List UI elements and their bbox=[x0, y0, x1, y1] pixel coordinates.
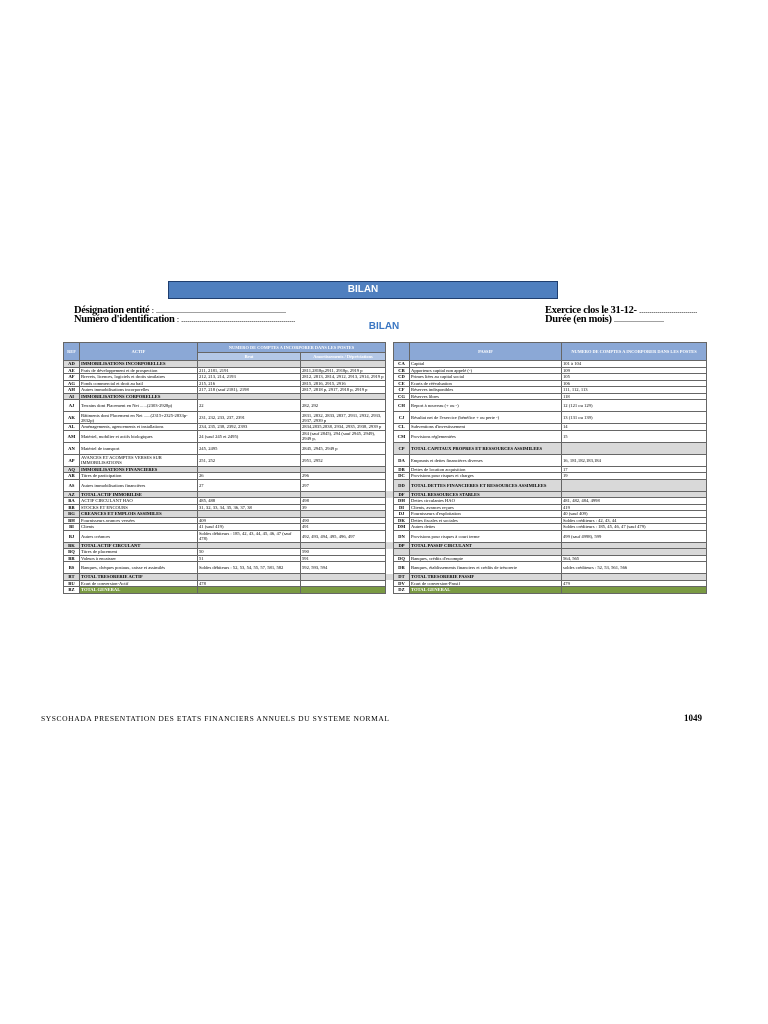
gap-cell bbox=[386, 587, 394, 594]
passif-cell: Provisions pour risques à court terme bbox=[410, 530, 562, 542]
amort-cell: 2812, 2813, 2814, 2912, 2913, 2914, 2919 p bbox=[302, 374, 384, 380]
ref2-cell: DD bbox=[394, 479, 410, 491]
ref2-cell: CD bbox=[394, 374, 410, 381]
actif-cell: Matériel, mobilier et actifs biologiques bbox=[80, 430, 198, 442]
actif-cell: AVANCES ET ACOMPTES VERSES SUR IMMOBILISATIONS bbox=[80, 454, 198, 466]
col-actif: ACTIF bbox=[80, 343, 198, 361]
passif-cell: Réserves indisponibles bbox=[410, 387, 562, 394]
passif-accounts-cell: 106 bbox=[562, 380, 707, 387]
passif-accounts-cell: 19 bbox=[562, 473, 707, 480]
ref2-cell: CJ bbox=[394, 412, 410, 424]
passif-accounts-cell: 111, 112, 113 bbox=[562, 387, 707, 394]
amort-cell bbox=[301, 587, 386, 594]
amort-cell: 490 bbox=[301, 517, 386, 524]
amort-cell: 2831, 2832, 2833, 2837, 2931, 2932, 2933, 2937, 2939 p bbox=[301, 412, 386, 424]
ref-cell: AJ bbox=[64, 400, 80, 412]
passif-accounts-cell: soldes créditeurs : 52, 53, 561, 566 bbox=[562, 562, 707, 574]
ref2-cell: CF bbox=[394, 387, 410, 394]
passif-cell: TOTAL GENERAL bbox=[410, 587, 562, 594]
ref-cell: AF bbox=[64, 374, 80, 381]
passif-cell: Banques, crédits d'escompte bbox=[410, 555, 562, 562]
passif-cell: Réserves libres bbox=[410, 393, 562, 400]
col-ref2 bbox=[394, 343, 410, 361]
passif-accounts-cell: 40 (sauf 409) bbox=[562, 511, 707, 518]
amort-cell: 282, 292 bbox=[301, 400, 386, 412]
passif-cell: Provisions réglementées bbox=[410, 430, 562, 442]
passif-accounts-cell: 481, 482, 484, 4998 bbox=[562, 498, 707, 505]
actif-cell: STOCKS ET ENCOURS bbox=[80, 504, 198, 511]
brut-cell: 217, 218 (sauf 2181), 2198 bbox=[198, 387, 301, 394]
passif-accounts-cell: 16, 181,182,183,184 bbox=[562, 454, 707, 466]
passif-accounts-cell: 564, 565 bbox=[562, 555, 707, 562]
brut-cell: 409 bbox=[198, 517, 301, 524]
ref2-cell: DJ bbox=[394, 511, 410, 518]
ref2-cell: DT bbox=[394, 574, 410, 581]
brut-cell: 51 bbox=[198, 555, 301, 562]
footer-title: SYSCOHADA PRESENTATION DES ETATS FINANCIERS ANNUELS DU SYSTEME NORMAL bbox=[41, 714, 390, 723]
ref-cell: AE bbox=[64, 367, 80, 374]
passif-cell: Provisions pour risques et charges bbox=[410, 473, 562, 480]
passif-accounts-cell: 13 (131 ou 139) bbox=[562, 412, 707, 424]
actif-cell: Clients bbox=[80, 524, 198, 531]
brut-cell: 22 bbox=[198, 400, 301, 412]
passif-cell: Report à nouveau (+ ou -) bbox=[410, 400, 562, 412]
ref-cell: BT bbox=[64, 574, 80, 581]
actif-cell: Frais de développement et de prospection bbox=[80, 367, 198, 374]
passif-accounts-cell: 419 bbox=[562, 504, 707, 511]
passif-accounts-cell: 105 bbox=[562, 374, 707, 381]
ref2-cell: CM bbox=[394, 430, 410, 442]
ref-cell: AR bbox=[64, 473, 80, 480]
ref2-cell: CP bbox=[394, 442, 410, 454]
actif-cell: TOTAL ACTIF IMMOBILISE bbox=[80, 491, 198, 498]
passif-accounts-cell: 15 bbox=[562, 430, 707, 442]
ref-cell: AZ bbox=[64, 491, 80, 498]
ref-cell: BG bbox=[64, 511, 80, 518]
passif-accounts-cell: 479 bbox=[562, 580, 707, 587]
passif-cell: Fournisseurs d'exploitation bbox=[410, 511, 562, 518]
ref-cell: AI bbox=[64, 393, 80, 400]
gap-cell bbox=[386, 400, 394, 412]
ref-cell: BZ bbox=[64, 587, 80, 594]
gap-cell bbox=[386, 562, 394, 574]
ref2-cell: DV bbox=[394, 580, 410, 587]
ref-cell: AD bbox=[64, 361, 80, 368]
actif-cell: Aménagements, agencements et installations bbox=[80, 424, 198, 431]
col-accounts-passif: NUMERO DE COMPTES A INCORPORER DANS LES POSTES bbox=[562, 343, 707, 361]
passif-cell: TOTAL RESSOURCES STABLES bbox=[410, 491, 562, 498]
ref-cell: AH bbox=[64, 387, 80, 394]
ref-cell: AK bbox=[64, 412, 80, 424]
ref-cell: BQ bbox=[64, 549, 80, 556]
amort-cell: 498 bbox=[301, 498, 386, 505]
table-row bbox=[64, 479, 707, 491]
duration-label: Durée (en mois) bbox=[545, 314, 612, 325]
passif-cell: Autres dettes bbox=[410, 524, 562, 531]
passif-cell: TOTAL PASSIF CIRCULANT bbox=[410, 542, 562, 549]
actif-cell: Ecart de conversion-Actif bbox=[80, 580, 198, 587]
passif-cell: Capital bbox=[410, 361, 562, 368]
ref2-cell: CH bbox=[394, 400, 410, 412]
passif-cell: Dettes de location acquisition bbox=[410, 466, 562, 473]
col-accounts: NUMERO DE COMPTES A INCORPORER DANS LES POSTES bbox=[198, 343, 386, 353]
gap-cell bbox=[386, 430, 394, 442]
ref-cell: AQ bbox=[64, 466, 80, 473]
ref2-cell: DA bbox=[394, 454, 410, 466]
amort-cell: 2834,2835,2838, 2934, 2935, 2938, 2939 p bbox=[301, 424, 386, 431]
ref-cell: BK bbox=[64, 542, 80, 549]
ref-cell: BU bbox=[64, 580, 80, 587]
ref-cell: AS bbox=[64, 479, 80, 491]
amort-cell: 284 (sauf 2845), 294 (sauf 2945, 2949), 2949 p, bbox=[301, 430, 386, 442]
ref2-cell: DH bbox=[394, 498, 410, 505]
passif-cell: TOTAL CAPITAUX PROPRES ET RESSOURCES ASSIMILEES bbox=[410, 442, 562, 454]
gap-cell bbox=[386, 530, 394, 542]
table-row bbox=[64, 587, 707, 594]
identification-dots: : ......................................................... bbox=[176, 315, 296, 324]
actif-cell: Brevets, licences, logiciels et droits similaires bbox=[80, 374, 198, 381]
passif-cell: Banques, établissements financiers et crédits de trésorerie bbox=[410, 562, 562, 574]
ref-cell: BJ bbox=[64, 530, 80, 542]
passif-cell: Clients, avances reçues bbox=[410, 504, 562, 511]
ref2-cell: DQ bbox=[394, 555, 410, 562]
actif-cell: Fonds commercial et droit au bail bbox=[80, 380, 198, 387]
gap-cell bbox=[386, 412, 394, 424]
actif-cell: Valeurs à encaisser bbox=[80, 555, 198, 562]
ref2-cell: DC bbox=[394, 473, 410, 480]
amort-cell: 591 bbox=[301, 555, 386, 562]
amort-cell: 2951, 2952 bbox=[301, 454, 386, 466]
passif-cell: Ecarts de réévaluation bbox=[410, 380, 562, 387]
actif-cell: IMMOBILISATIONS FINANCIERES bbox=[80, 466, 198, 473]
passif-cell: Primes liées au capital social bbox=[410, 374, 562, 381]
exercise-dots: ............................. bbox=[639, 306, 698, 315]
passif-accounts-cell: 109 bbox=[562, 367, 707, 374]
passif-accounts-cell bbox=[562, 587, 707, 594]
brut-cell: 211, 2181, 2191 bbox=[198, 367, 301, 374]
actif-cell: Bâtiments dont Placement en Net ......(2315+2325-2833p-2832p) bbox=[80, 412, 198, 424]
table-row bbox=[64, 530, 707, 542]
brut-cell: 31, 32, 33, 34, 35, 36, 37, 38 bbox=[198, 504, 301, 511]
actif-cell: Banques, chèques postaux, caisse et assimilés bbox=[80, 562, 198, 574]
passif-cell: Résultat net de l'exercice (bénéfice + ou perte -) bbox=[410, 412, 562, 424]
table-row bbox=[64, 400, 707, 412]
brut-cell: 26 bbox=[198, 473, 301, 480]
ref-cell: AG bbox=[64, 380, 80, 387]
gap-cell bbox=[386, 442, 394, 454]
actif-cell: Fournisseurs avances versées bbox=[80, 517, 198, 524]
amort-cell: 296 bbox=[301, 473, 386, 480]
gap-cell bbox=[386, 454, 394, 466]
ref-cell: BR bbox=[64, 555, 80, 562]
table-row bbox=[64, 442, 707, 454]
ref2-cell: DN bbox=[394, 530, 410, 542]
actif-cell: IMMOBILISATIONS INCORPORELLES bbox=[80, 361, 198, 368]
designation-dots: : ................................................................. bbox=[151, 306, 286, 315]
bilan-table-body bbox=[64, 361, 707, 594]
passif-cell: Dettes circulantes HAO bbox=[410, 498, 562, 505]
col-ref: REF bbox=[64, 343, 80, 361]
actif-cell: IMMOBILISATIONS CORPORELLES bbox=[80, 393, 198, 400]
ref-cell: BI bbox=[64, 524, 80, 531]
table-row bbox=[64, 562, 707, 574]
brut-cell: 485, 488 bbox=[198, 498, 301, 505]
passif-accounts-cell: Soldes créditeurs : 185, 45, 46, 47 (sauf 479) bbox=[562, 524, 707, 531]
col-brut: Brut bbox=[198, 353, 301, 361]
passif-accounts-cell bbox=[562, 442, 707, 454]
col-amort: Amortissements / Dépréciations bbox=[301, 353, 386, 361]
ref2-cell: DR bbox=[394, 562, 410, 574]
amort-cell: 2845, 2945, 2949 p bbox=[301, 442, 386, 454]
brut-cell: 478 bbox=[198, 580, 301, 587]
ref2-cell: DF bbox=[394, 491, 410, 498]
ref2-cell: DM bbox=[394, 524, 410, 531]
bilan-subtitle: BILAN bbox=[368, 321, 400, 332]
exercise-label: Exercice clos le 31-12- bbox=[545, 305, 637, 316]
actif-cell: ACTIF CIRCULANT HAO bbox=[80, 498, 198, 505]
amort-cell: 297 bbox=[301, 479, 386, 491]
brut-cell: 215, 216 bbox=[198, 380, 301, 387]
ref2-cell: CB bbox=[394, 367, 410, 374]
ref2-cell: DP bbox=[394, 542, 410, 549]
passif-cell: Dettes fiscales et sociales bbox=[410, 517, 562, 524]
passif-cell: Apporteurs capital non appelé (-) bbox=[410, 367, 562, 374]
identification-label: Numéro d'identification bbox=[74, 314, 175, 325]
designation-label: Désignation entité bbox=[74, 305, 150, 316]
actif-cell: TOTAL TRESORERIE ACTIF bbox=[80, 574, 198, 581]
ref2-cell: CE bbox=[394, 380, 410, 387]
ref2-cell: DB bbox=[394, 466, 410, 473]
brut-cell: 231, 232, 233, 237, 2391 bbox=[198, 412, 301, 424]
brut-cell: 245, 2495 bbox=[198, 442, 301, 454]
brut-cell: 41 (sauf 419) bbox=[198, 524, 301, 531]
table-row bbox=[64, 454, 707, 466]
col-gap bbox=[386, 343, 394, 361]
ref2-cell: CA bbox=[394, 361, 410, 368]
duration-dots: ......................... bbox=[613, 315, 664, 324]
brut-cell: Soldes débiteurs : 52, 53, 54, 55, 57, 581, 582 bbox=[198, 562, 301, 574]
passif-cell: Ecart de conversion-Passif bbox=[410, 580, 562, 587]
brut-cell bbox=[198, 587, 301, 594]
col-passif: PASSIF bbox=[410, 343, 562, 361]
ref-cell: AM bbox=[64, 430, 80, 442]
ref2-cell: CG bbox=[394, 393, 410, 400]
passif-accounts-cell: 118 bbox=[562, 393, 707, 400]
actif-cell: Matériel de transport bbox=[80, 442, 198, 454]
amort-cell: 592, 593, 594 bbox=[301, 562, 386, 574]
amort-cell: 2817, 2818 p, 2917, 2918 p, 2919 p bbox=[301, 387, 386, 394]
bilan-banner: BILAN bbox=[168, 281, 558, 299]
passif-accounts-cell: Soldes créditeurs : 42, 43, 44 bbox=[562, 517, 707, 524]
actif-cell: TOTAL ACTIF CIRCULANT bbox=[80, 542, 198, 549]
ref-cell: BA bbox=[64, 498, 80, 505]
actif-cell: Terrains dont Placement en Net ......(2303-2928p) bbox=[80, 400, 198, 412]
passif-accounts-cell: 17 bbox=[562, 466, 707, 473]
brut-cell: 27 bbox=[198, 479, 301, 491]
actif-cell: CREANCES ET EMPLOIS ASSIMILES bbox=[80, 511, 198, 518]
brut-cell: 50 bbox=[198, 549, 301, 556]
amort-cell: 39 bbox=[301, 504, 386, 511]
ref-cell: AP bbox=[64, 454, 80, 466]
amort-cell: 590 bbox=[301, 549, 386, 556]
actif-cell: Titres de participation bbox=[80, 473, 198, 480]
table-row bbox=[64, 430, 707, 442]
amort-cell: 492, 493, 494, 495, 496, 497 bbox=[301, 530, 386, 542]
amort-cell: 2811,2818p,2911, 2918p, 2919 p bbox=[301, 367, 386, 374]
passif-cell: TOTAL TRESORERIE PASSIF bbox=[410, 574, 562, 581]
ref-cell: BH bbox=[64, 517, 80, 524]
ref-cell: AN bbox=[64, 442, 80, 454]
actif-cell: Autres créances bbox=[80, 530, 198, 542]
brut-cell: 251, 252 bbox=[198, 454, 301, 466]
brut-cell: 234, 235, 238, 2392, 2393 bbox=[198, 424, 301, 431]
actif-cell: TOTAL GENERAL bbox=[80, 587, 198, 594]
amort-cell: 2815, 2816, 2915, 2916 bbox=[301, 380, 386, 387]
ref2-cell: DZ bbox=[394, 587, 410, 594]
gap-cell bbox=[386, 479, 394, 491]
page-number: 1049 bbox=[684, 713, 702, 723]
passif-cell: TOTAL DETTES FINANCIERES ET RESSOURCES ASSIMILEES bbox=[410, 479, 562, 491]
table-row bbox=[64, 412, 707, 424]
passif-accounts-cell: 14 bbox=[562, 424, 707, 431]
brut-cell: 24 (sauf 245 et 2495) bbox=[198, 430, 301, 442]
actif-cell: Titres de placement bbox=[80, 549, 198, 556]
passif-accounts-cell: 12 (121 ou 129) bbox=[562, 400, 707, 412]
bilan-table bbox=[63, 342, 707, 594]
brut-cell: Soldes débiteurs : 185, 42, 43, 44, 45, 46, 47 (sauf 478) bbox=[198, 530, 301, 542]
ref2-cell: CL bbox=[394, 424, 410, 431]
passif-accounts-cell: 101 à 104 bbox=[562, 361, 707, 368]
ref-cell: BB bbox=[64, 504, 80, 511]
passif-accounts-cell bbox=[562, 479, 707, 491]
ref2-cell: DI bbox=[394, 504, 410, 511]
ref-cell: AL bbox=[64, 424, 80, 431]
actif-cell: Autres immobilisations incorporelles bbox=[80, 387, 198, 394]
passif-cell: Subventions d'investissement bbox=[410, 424, 562, 431]
brut-cell: 212, 213, 214, 2193 bbox=[198, 374, 301, 381]
ref-cell: BS bbox=[64, 562, 80, 574]
passif-accounts-cell: 499 (sauf 4998), 599 bbox=[562, 530, 707, 542]
ref2-cell: DK bbox=[394, 517, 410, 524]
amort-cell: 491 bbox=[301, 524, 386, 531]
actif-cell: Autres immobilisations financières bbox=[80, 479, 198, 491]
passif-cell: Emprunts et dettes financières diverses bbox=[410, 454, 562, 466]
